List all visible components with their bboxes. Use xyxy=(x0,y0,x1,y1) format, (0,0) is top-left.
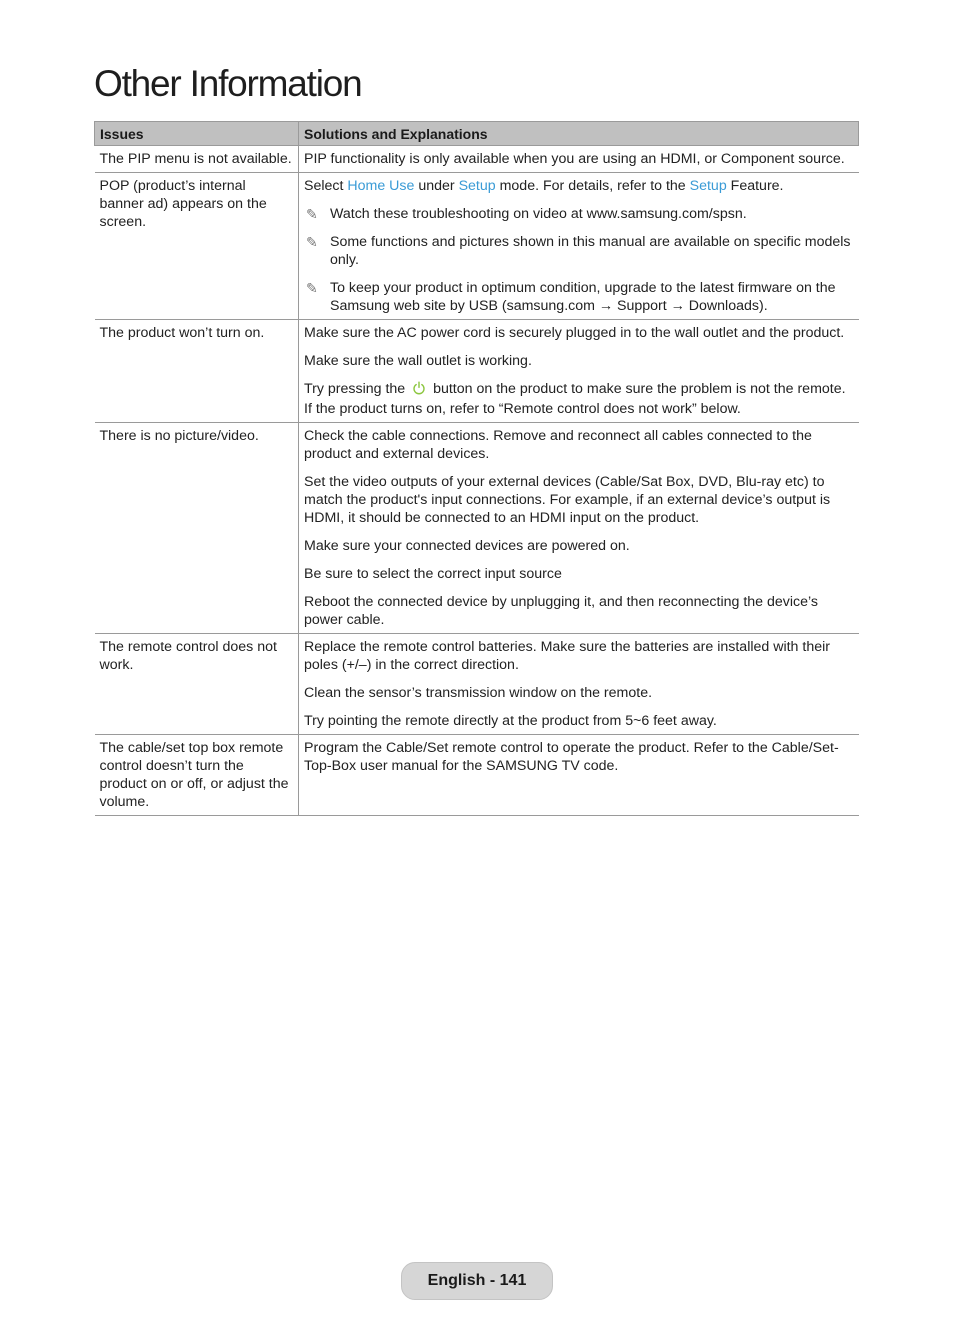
solution-text: Try pointing the remote directly at the product from 5~6 feet away. xyxy=(304,713,717,729)
note-text: Watch these troubleshooting on video at www.samsung.com/spsn. xyxy=(330,206,747,222)
setup-feature-link[interactable]: Setup xyxy=(689,178,727,194)
text-run: button on the product to make sure the problem is not the remote. If the product turns on, refer to “Remote control does not work” below. xyxy=(304,381,846,417)
table-row xyxy=(95,146,859,173)
solution-text: Make sure the AC power cord is securely plugged in to the wall outlet and the product. xyxy=(304,325,845,341)
solution-text: Program the Cable/Set remote control to operate the product. Refer to the Cable/Set-Top-Box user manual for the SAMSUNG TV code. xyxy=(304,740,839,774)
column-header-issues: Issues xyxy=(95,122,299,146)
solution-text: Make sure the wall outlet is working. xyxy=(304,353,532,369)
page-number-badge: English - 141 xyxy=(401,1262,553,1300)
text-run: Feature. xyxy=(726,178,784,194)
text-run: Select xyxy=(304,178,348,194)
issue-cell: POP (product’s internal banner ad) appears on the screen. xyxy=(95,173,299,320)
solution-text: Reboot the connected device by unplugging it, and then reconnecting the device’s power cable. xyxy=(304,594,819,628)
solution-cell xyxy=(299,146,859,173)
solution-cell xyxy=(299,320,859,423)
solution-cell xyxy=(299,423,859,634)
solution-text: Make sure your connected devices are powered on. xyxy=(304,538,630,554)
table-header-row xyxy=(95,122,859,146)
solution-text: Set the video outputs of your external devices (Cable/Sat Box, DVD, Blu-ray etc) to match the product's input connections. For example, if an external device’s output is HDMI, it should be connected to an HDMI input on the product. xyxy=(304,474,831,526)
troubleshooting-table xyxy=(94,121,859,816)
table-row xyxy=(95,634,859,735)
solution-text xyxy=(304,177,854,195)
pencil-icon: ✎ xyxy=(306,206,318,222)
text-run: under xyxy=(414,178,459,194)
table-row xyxy=(95,423,859,634)
table-row xyxy=(95,735,859,816)
text-run: Try pressing the xyxy=(304,381,410,397)
note-text: Some functions and pictures shown in this manual are available on specific models only. xyxy=(330,234,851,268)
pencil-icon: ✎ xyxy=(306,280,318,296)
solution-text: Check the cable connections. Remove and reconnect all cables connected to the product and external devices. xyxy=(304,428,812,462)
table-row xyxy=(95,320,859,423)
issue-cell: The product won’t turn on. xyxy=(95,320,299,423)
power-icon xyxy=(412,381,426,400)
home-use-link[interactable]: Home Use xyxy=(347,178,415,194)
text-run: mode. For details, refer to the xyxy=(495,178,690,194)
note-text: To keep your product in optimum condition, upgrade to the latest firmware on the Samsung web site by USB (samsung.com → Support → Downloads). xyxy=(330,280,836,314)
issue-cell: The cable/set top box remote control doesn’t turn the product on or off, or adjust the volume. xyxy=(95,735,299,816)
solution-text xyxy=(304,380,854,418)
solution-text: Be sure to select the correct input source xyxy=(304,566,562,582)
column-header-solutions: Solutions and Explanations xyxy=(299,122,859,146)
table-row xyxy=(95,173,859,320)
issue-cell: The PIP menu is not available. xyxy=(95,146,299,173)
issue-cell: The remote control does not work. xyxy=(95,634,299,735)
issue-cell: There is no picture/video. xyxy=(95,423,299,634)
setup-link[interactable]: Setup xyxy=(458,178,496,194)
note xyxy=(304,279,854,315)
solution-text: Clean the sensor’s transmission window on the remote. xyxy=(304,685,653,701)
pencil-icon: ✎ xyxy=(306,234,318,250)
note xyxy=(304,205,854,223)
solution-cell xyxy=(299,634,859,735)
solution-cell xyxy=(299,735,859,816)
solution-cell xyxy=(299,173,859,320)
note xyxy=(304,233,854,269)
solution-text: PIP functionality is only available when you are using an HDMI, or Component source. xyxy=(304,151,845,167)
page-title: Other Information xyxy=(94,63,362,104)
solution-text: Replace the remote control batteries. Make sure the batteries are installed with their poles (+/–) in the correct direction. xyxy=(304,639,830,673)
